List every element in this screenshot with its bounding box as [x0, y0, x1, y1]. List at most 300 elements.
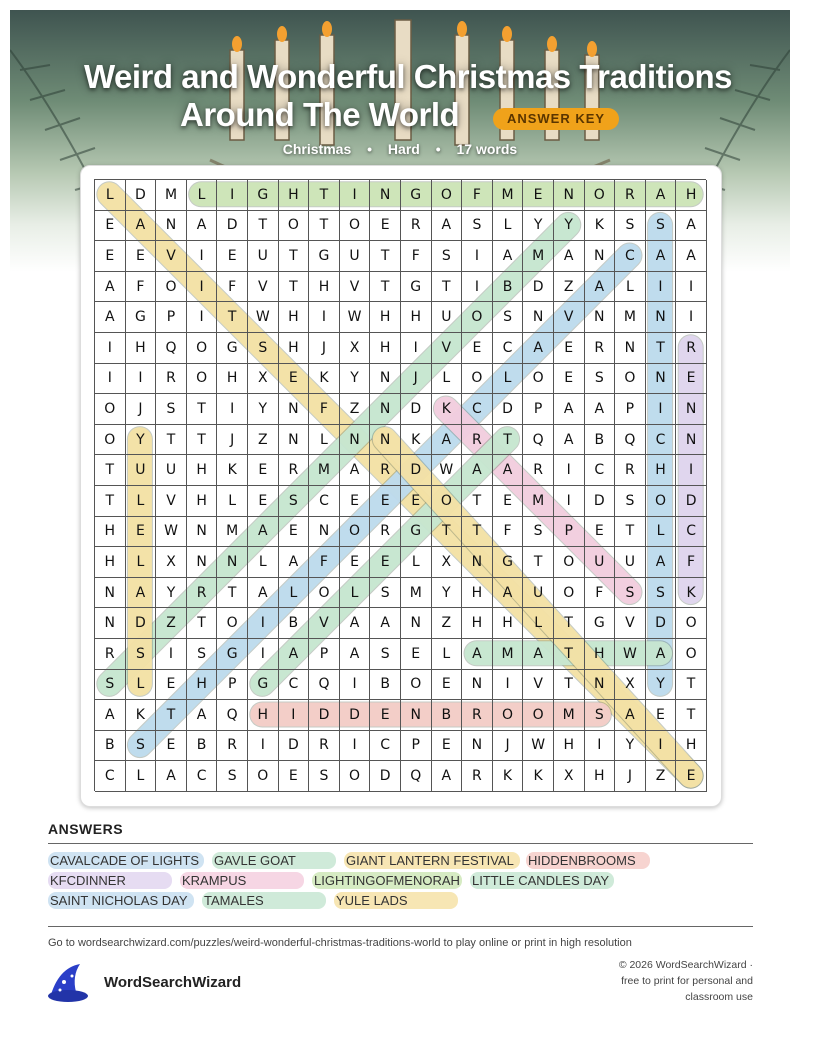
grid-cell: U: [126, 455, 157, 486]
grid-cell: I: [217, 180, 248, 211]
grid-cell: S: [187, 639, 218, 670]
grid-cell: P: [156, 302, 187, 333]
grid-cell: H: [676, 731, 707, 762]
grid-cell: A: [554, 425, 585, 456]
divider: [48, 843, 753, 844]
grid-cell: U: [248, 241, 279, 272]
grid-cell: N: [370, 364, 401, 395]
grid-cell: H: [279, 180, 310, 211]
grid-cell: S: [462, 211, 493, 242]
grid-cell: H: [462, 578, 493, 609]
grid-cell: J: [493, 731, 524, 762]
grid-cell: O: [462, 364, 493, 395]
grid-cell: R: [523, 455, 554, 486]
grid-cell: Q: [523, 425, 554, 456]
grid-cell: E: [493, 486, 524, 517]
grid-cell: H: [248, 700, 279, 731]
grid-cell: C: [493, 333, 524, 364]
grid-cell: I: [217, 394, 248, 425]
grid-cell: I: [187, 272, 218, 303]
grid-cell: D: [126, 180, 157, 211]
grid-cell: T: [156, 425, 187, 456]
grid-cell: L: [187, 180, 218, 211]
grid-cell: F: [585, 578, 616, 609]
grid-cell: E: [401, 486, 432, 517]
grid-cell: M: [309, 455, 340, 486]
grid-cell: A: [523, 333, 554, 364]
grid-cell: E: [462, 333, 493, 364]
grid-cell: O: [95, 425, 126, 456]
copyright-line: © 2026 WordSearchWizard ·: [618, 959, 753, 971]
grid-cell: V: [615, 608, 646, 639]
grid-cell: H: [462, 608, 493, 639]
divider: [48, 926, 753, 927]
grid-cell: Q: [156, 333, 187, 364]
grid-cell: W: [523, 731, 554, 762]
grid-cell: H: [279, 302, 310, 333]
grid-cell: S: [95, 670, 126, 701]
grid-cell: P: [309, 639, 340, 670]
answer-word: KRAMPUS: [180, 872, 304, 889]
grid-cell: D: [401, 394, 432, 425]
grid-cell: G: [309, 241, 340, 272]
grid-cell: Z: [646, 761, 677, 792]
grid-cell: A: [156, 761, 187, 792]
grid-cell: R: [370, 517, 401, 548]
grid-cell: I: [156, 639, 187, 670]
grid-cell: N: [676, 425, 707, 456]
grid-cell: E: [523, 180, 554, 211]
grid-cell: G: [126, 302, 157, 333]
grid-cell: H: [554, 731, 585, 762]
grid-cell: L: [217, 486, 248, 517]
grid-cell: K: [401, 425, 432, 456]
grid-cell: N: [615, 333, 646, 364]
grid-cell: T: [432, 272, 463, 303]
answer-word: GIANT LANTERN FESTIVAL: [344, 852, 520, 869]
grid-cell: N: [340, 425, 371, 456]
grid-cell: N: [585, 241, 616, 272]
grid-cell: S: [615, 211, 646, 242]
grid-cell: A: [432, 425, 463, 456]
grid-cell: I: [676, 272, 707, 303]
grid-cell: T: [462, 517, 493, 548]
grid-cell: A: [585, 394, 616, 425]
grid-cell: D: [126, 608, 157, 639]
grid-cell: T: [432, 517, 463, 548]
grid-cell: O: [523, 364, 554, 395]
grid-cell: J: [217, 425, 248, 456]
grid-cell: V: [248, 272, 279, 303]
grid-cell: Z: [340, 394, 371, 425]
puzzle-meta: [0, 141, 800, 157]
grid-cell: K: [126, 700, 157, 731]
grid-cell: R: [95, 639, 126, 670]
grid-cell: I: [187, 302, 218, 333]
grid-cell: T: [187, 608, 218, 639]
answers-heading: ANSWERS: [48, 821, 124, 837]
grid-cell: N: [462, 670, 493, 701]
grid-cell: W: [340, 302, 371, 333]
grid-cell: D: [340, 700, 371, 731]
grid-cell: K: [493, 761, 524, 792]
grid-cell: D: [523, 272, 554, 303]
grid-cell: N: [523, 302, 554, 333]
grid-cell: A: [462, 455, 493, 486]
grid-cell: I: [554, 455, 585, 486]
grid-cell: O: [187, 364, 218, 395]
grid-cell: N: [309, 517, 340, 548]
grid-cell: L: [126, 486, 157, 517]
grid-cell: W: [156, 517, 187, 548]
grid-cell: H: [676, 180, 707, 211]
grid-cell: E: [248, 486, 279, 517]
grid-cell: H: [217, 364, 248, 395]
grid-cell: I: [340, 670, 371, 701]
grid-cell: X: [554, 761, 585, 792]
grid-cell: C: [462, 394, 493, 425]
grid-cell: Y: [523, 211, 554, 242]
grid-cell: T: [309, 211, 340, 242]
grid-cell: Z: [432, 608, 463, 639]
grid-cell: M: [523, 486, 554, 517]
grid-cell: L: [340, 578, 371, 609]
grid-cell: G: [217, 639, 248, 670]
grid-cell: D: [279, 731, 310, 762]
grid-cell: E: [554, 333, 585, 364]
word-grid: [94, 179, 706, 791]
grid-cell: H: [95, 547, 126, 578]
grid-cell: E: [126, 241, 157, 272]
grid-cell: E: [370, 486, 401, 517]
grid-cell: M: [156, 180, 187, 211]
grid-cell: O: [493, 700, 524, 731]
grid-cell: I: [248, 731, 279, 762]
grid-cell: A: [340, 455, 371, 486]
grid-cell: O: [554, 547, 585, 578]
grid-cell: H: [279, 333, 310, 364]
grid-cell: E: [401, 639, 432, 670]
grid-cell: K: [585, 211, 616, 242]
grid-cell: C: [95, 761, 126, 792]
grid-cell: O: [309, 578, 340, 609]
grid-cell: I: [95, 364, 126, 395]
grid-cell: I: [401, 333, 432, 364]
grid-cell: E: [432, 731, 463, 762]
grid-cell: R: [462, 425, 493, 456]
grid-cell: V: [156, 486, 187, 517]
answer-word: GAVLE GOAT: [212, 852, 336, 869]
grid-cell: L: [248, 547, 279, 578]
grid-cell: V: [309, 608, 340, 639]
copyright-line: free to print for personal and: [621, 975, 753, 987]
grid-cell: N: [554, 180, 585, 211]
grid-cell: T: [187, 394, 218, 425]
answer-word: YULE LADS: [334, 892, 458, 909]
grid-cell: J: [615, 761, 646, 792]
grid-cell: R: [309, 731, 340, 762]
grid-cell: J: [401, 364, 432, 395]
grid-cell: C: [585, 455, 616, 486]
grid-cell: J: [309, 333, 340, 364]
grid-cell: X: [615, 670, 646, 701]
grid-cell: N: [279, 394, 310, 425]
grid-cell: L: [126, 547, 157, 578]
answer-word: SAINT NICHOLAS DAY: [48, 892, 194, 909]
grid-cell: A: [523, 639, 554, 670]
grid-cell: R: [217, 731, 248, 762]
grid-cell: V: [156, 241, 187, 272]
grid-cell: L: [493, 211, 524, 242]
grid-cell: O: [615, 364, 646, 395]
grid-cell: U: [432, 302, 463, 333]
grid-cell: Y: [126, 425, 157, 456]
grid-cell: A: [187, 700, 218, 731]
grid-cell: T: [646, 333, 677, 364]
grid-cell: A: [340, 639, 371, 670]
grid-cell: S: [585, 700, 616, 731]
grid-cell: A: [493, 578, 524, 609]
grid-cell: O: [401, 670, 432, 701]
grid-cell: P: [615, 394, 646, 425]
grid-cell: I: [126, 364, 157, 395]
grid-cell: M: [401, 578, 432, 609]
grid-cell: A: [95, 700, 126, 731]
grid-cell: L: [126, 761, 157, 792]
grid-cell: U: [523, 578, 554, 609]
grid-cell: I: [585, 731, 616, 762]
grid-cell: F: [309, 394, 340, 425]
grid-cell: T: [95, 455, 126, 486]
grid-cell: P: [523, 394, 554, 425]
grid-cell: S: [309, 761, 340, 792]
grid-cell: T: [523, 547, 554, 578]
grid-cell: Y: [615, 731, 646, 762]
grid-cell: T: [217, 578, 248, 609]
grid-cell: A: [340, 608, 371, 639]
grid-cell: E: [370, 547, 401, 578]
grid-cell: C: [370, 731, 401, 762]
grid-cell: I: [493, 670, 524, 701]
grid-cell: Q: [309, 670, 340, 701]
grid-cell: K: [523, 761, 554, 792]
grid-cell: N: [462, 731, 493, 762]
brand-name: WordSearchWizard: [104, 974, 242, 991]
answer-word: LITTLE CANDLES DAY: [470, 872, 614, 889]
grid-cell: X: [340, 333, 371, 364]
grid-cell: M: [523, 241, 554, 272]
grid-cell: T: [493, 425, 524, 456]
grid-cell: O: [340, 517, 371, 548]
answer-word: KFCDINNER: [48, 872, 172, 889]
grid-cell: E: [217, 241, 248, 272]
grid-cell: P: [401, 731, 432, 762]
grid-cell: O: [156, 272, 187, 303]
grid-cell: I: [340, 731, 371, 762]
grid-cell: O: [646, 486, 677, 517]
grid-cell: H: [646, 455, 677, 486]
grid-cell: R: [156, 364, 187, 395]
grid-cell: C: [676, 517, 707, 548]
grid-cell: E: [676, 761, 707, 792]
copyright-text: [596, 957, 753, 1005]
grid-cell: S: [523, 517, 554, 548]
grid-cell: A: [646, 547, 677, 578]
grid-cell: O: [462, 302, 493, 333]
grid-cell: A: [126, 211, 157, 242]
grid-cell: R: [401, 211, 432, 242]
grid-cell: H: [309, 272, 340, 303]
grid-cell: B: [95, 731, 126, 762]
grid-cell: N: [401, 608, 432, 639]
answer-word: CAVALCADE OF LIGHTS: [48, 852, 204, 869]
grid-cell: A: [554, 394, 585, 425]
grid-cell: O: [432, 180, 463, 211]
grid-cell: H: [370, 302, 401, 333]
grid-cell: V: [432, 333, 463, 364]
answer-word: HIDDENBROOMS: [526, 852, 650, 869]
grid-cell: N: [585, 670, 616, 701]
meta-theme: Christmas: [282, 141, 352, 157]
grid-cell: I: [279, 700, 310, 731]
grid-cell: K: [676, 578, 707, 609]
grid-cell: F: [462, 180, 493, 211]
grid-cell: S: [126, 731, 157, 762]
grid-cell: Q: [217, 700, 248, 731]
grid-cell: I: [248, 608, 279, 639]
grid-cell: A: [187, 211, 218, 242]
grid-cell: C: [187, 761, 218, 792]
grid-cell: B: [585, 425, 616, 456]
grid-cell: O: [523, 700, 554, 731]
grid-cell: O: [279, 211, 310, 242]
grid-cell: C: [646, 425, 677, 456]
grid-cell: A: [462, 639, 493, 670]
grid-cell: S: [126, 639, 157, 670]
grid-cell: E: [279, 517, 310, 548]
meta-word-count: 17 words: [456, 141, 518, 157]
grid-cell: Q: [401, 761, 432, 792]
grid-cell: A: [95, 272, 126, 303]
grid-cell: W: [615, 639, 646, 670]
grid-cell: T: [217, 302, 248, 333]
grid-cell: G: [217, 333, 248, 364]
grid-cell: A: [432, 761, 463, 792]
grid-cell: N: [370, 394, 401, 425]
grid-cell: B: [279, 608, 310, 639]
grid-cell: D: [370, 761, 401, 792]
grid-cell: D: [309, 700, 340, 731]
grid-cell: T: [554, 608, 585, 639]
grid-cell: A: [279, 547, 310, 578]
grid-cell: A: [646, 639, 677, 670]
grid-cell: N: [187, 517, 218, 548]
grid-cell: E: [432, 670, 463, 701]
grid-cell: A: [95, 302, 126, 333]
grid-cell: Y: [432, 578, 463, 609]
grid-cell: C: [279, 670, 310, 701]
grid-cell: H: [585, 639, 616, 670]
grid-cell: S: [279, 486, 310, 517]
grid-cell: X: [156, 547, 187, 578]
grid-cell: I: [340, 180, 371, 211]
grid-cell: N: [279, 425, 310, 456]
grid-cell: W: [248, 302, 279, 333]
grid-cell: T: [676, 700, 707, 731]
grid-cell: A: [585, 272, 616, 303]
grid-cell: L: [279, 578, 310, 609]
grid-cell: T: [279, 241, 310, 272]
grid-cell: A: [279, 639, 310, 670]
footer-url-text: Go to wordsearchwizard.com/puzzles/weird-wonderful-christmas-traditions-world to play online or print in high resolution: [48, 937, 632, 949]
grid-cell: A: [248, 578, 279, 609]
grid-cell: B: [432, 700, 463, 731]
grid-cell: D: [493, 394, 524, 425]
grid-cell: F: [401, 241, 432, 272]
grid-cell: R: [615, 180, 646, 211]
grid-cell: A: [370, 608, 401, 639]
grid-cell: F: [217, 272, 248, 303]
grid-cell: Y: [554, 211, 585, 242]
wizard-hat-logo-icon: [46, 962, 94, 1009]
grid-cell: E: [340, 486, 371, 517]
grid-cell: R: [370, 455, 401, 486]
grid-cell: H: [493, 608, 524, 639]
grid-cell: T: [156, 700, 187, 731]
grid-cell: E: [585, 517, 616, 548]
grid-cell: T: [370, 241, 401, 272]
grid-cell: Y: [248, 394, 279, 425]
grid-cell: O: [217, 608, 248, 639]
grid-cell: T: [554, 639, 585, 670]
grid-cell: Z: [156, 608, 187, 639]
grid-cell: C: [309, 486, 340, 517]
grid-cell: S: [615, 486, 646, 517]
grid-cell: M: [217, 517, 248, 548]
grid-cell: S: [370, 639, 401, 670]
grid-cell: E: [646, 700, 677, 731]
grid-cell: O: [187, 333, 218, 364]
grid-cell: S: [493, 302, 524, 333]
grid-cell: N: [676, 394, 707, 425]
grid-cell: B: [493, 272, 524, 303]
meta-separator: •: [367, 141, 373, 157]
grid-cell: H: [95, 517, 126, 548]
grid-cell: A: [248, 517, 279, 548]
grid-cell: A: [646, 241, 677, 272]
grid-cell: N: [646, 364, 677, 395]
grid-cell: S: [646, 578, 677, 609]
meta-separator: •: [435, 141, 441, 157]
grid-cell: L: [401, 547, 432, 578]
grid-cell: E: [554, 364, 585, 395]
grid-cell: V: [554, 302, 585, 333]
grid-cell: F: [676, 547, 707, 578]
grid-cell: N: [95, 608, 126, 639]
grid-cell: P: [554, 517, 585, 548]
grid-cell: O: [340, 211, 371, 242]
grid-cell: D: [217, 211, 248, 242]
grid-cell: N: [156, 211, 187, 242]
grid-cell: N: [370, 180, 401, 211]
grid-cell: I: [646, 272, 677, 303]
grid-cell: D: [646, 608, 677, 639]
grid-cell: E: [676, 364, 707, 395]
grid-cell: Y: [156, 578, 187, 609]
grid-cell: M: [493, 180, 524, 211]
grid-cell: V: [340, 272, 371, 303]
copyright-line: classroom use: [685, 991, 753, 1003]
